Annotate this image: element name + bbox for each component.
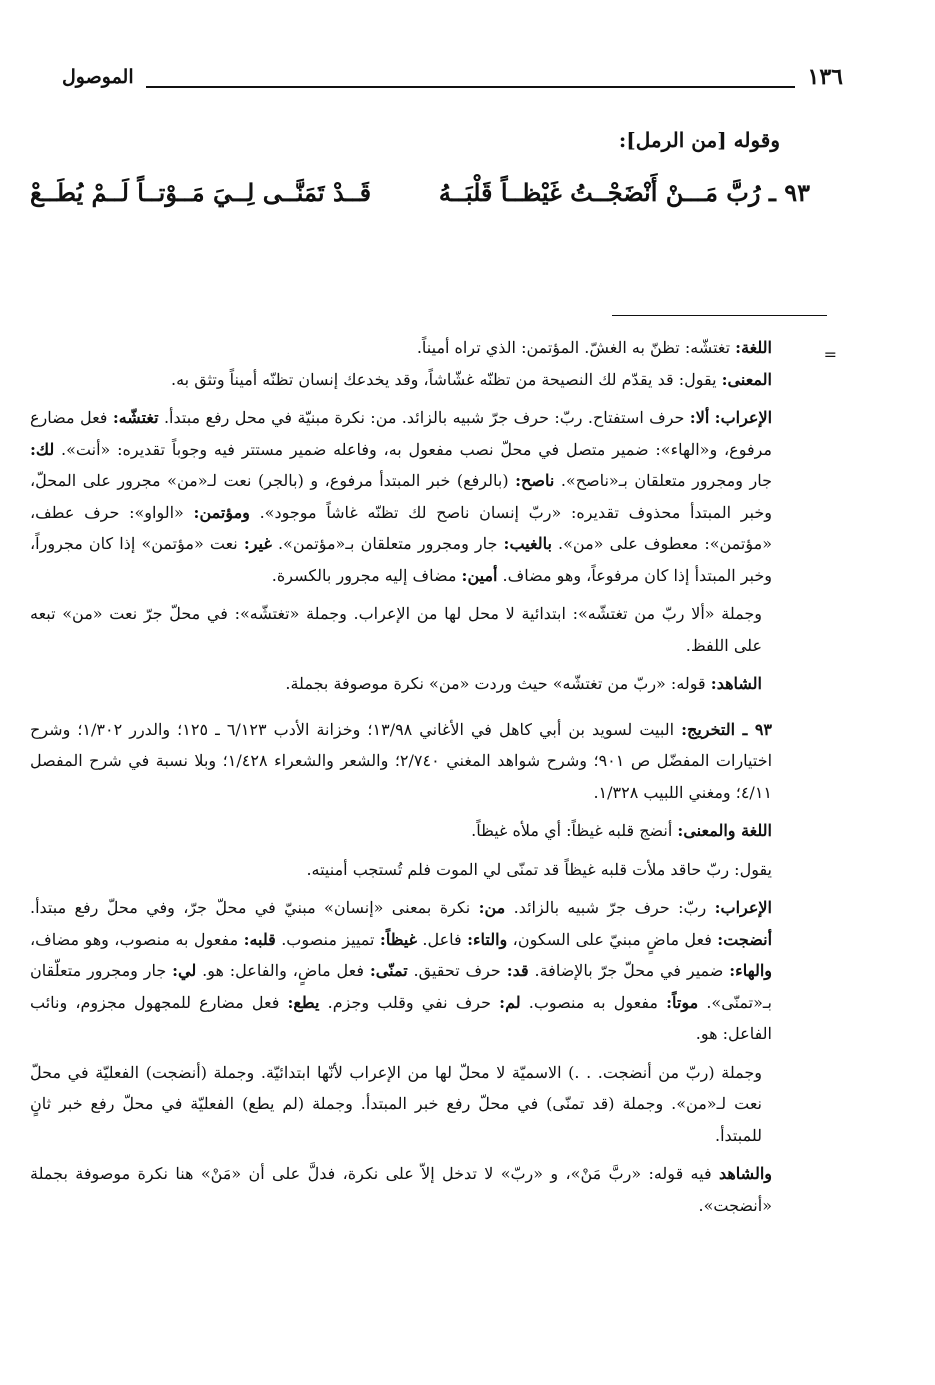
running-title: الموصول — [62, 66, 134, 88]
shahid2-paragraph — [30, 1158, 810, 1221]
irab-segment: فعل مضارع للمجهول مجزوم، ونائب الفاعل: هو. — [30, 992, 772, 1043]
irab-segment: حرف تحقيق. — [407, 961, 507, 980]
lugha2-label: اللغة والمعنى: — [677, 821, 772, 840]
irab-segment: تمنّى: — [369, 961, 408, 980]
irab2-paragraph — [30, 892, 810, 1050]
yaqul-paragraph — [30, 854, 810, 886]
irab-paragraph — [30, 402, 810, 591]
irab-body — [30, 408, 772, 585]
maana-label: المعنى: — [721, 369, 772, 389]
irab-segment: موتاً: — [666, 992, 699, 1012]
irab-segment: غيظاً: — [379, 929, 418, 949]
irab-segment: فاعل. — [417, 929, 468, 949]
irab-segment: تمييز منصوب. — [275, 929, 380, 949]
irab-segment: لك: — [30, 439, 55, 459]
irab-segment: فعل ماضٍ مبنيّ على السكون، — [507, 929, 718, 949]
takhrij-paragraph — [30, 714, 810, 809]
irab2-label: الإعراب: — [714, 898, 772, 917]
irab-segment: والتاء: — [467, 929, 508, 949]
irab-segment: فعل ماضٍ، والفاعل: هو. — [196, 961, 370, 980]
jumla2-text: وجملة (ربّ من أنضجت. . .) الاسميّة لا محلّ لها من الإعراب لأنّها ابتدائيّة. وجملة (أنضجت) الفعليّة في محلّ نعت لـ«من». وجملة (قد تمنّى) في محلّ رفع خبر المبتدأ. وجملة (لم يطع) الفعليّة في محلّ رفع خبر ثانٍ للمبتدأ. — [30, 1062, 762, 1145]
continuation-mark: = — [823, 345, 837, 364]
irab-segment: ومؤتمن: — [193, 502, 250, 522]
irab-segment: يطع: — [287, 992, 320, 1012]
lugha-paragraph — [30, 332, 810, 364]
irab-segment: لي: — [172, 961, 197, 980]
running-header — [62, 60, 843, 100]
irab-segment: غير: — [243, 534, 272, 553]
lugha-text: تغتشّه: تظنّ به الغشّ. المؤتمن: الذي تراه أميناً. — [416, 338, 731, 357]
irab-segment: ربّ: حرف جرّ شبيه بالزائد. — [505, 898, 715, 917]
verse-second-hemistich: قَــدْ تَمَنَّــى لِــيَ مَــوْتــاً لَــمْ يُطَــعْ — [30, 178, 372, 207]
page-number: ١٣٦ — [807, 64, 843, 90]
irab-segment: أنضجت: — [717, 929, 773, 949]
irab-segment: حرف نفي وقلب وجزم. — [319, 992, 500, 1012]
irab-segment: جار ومجرور متعلّقان بـ«تمنّى». — [30, 961, 773, 1012]
irab-segment: مفعول به منصوب. — [520, 992, 667, 1012]
irab-segment: جار ومجرور متعلقان بـ«ناصح». — [554, 471, 773, 490]
irab-segment: جار ومجرور متعلقان بـ«مؤتمن». — [271, 534, 504, 553]
irab-segment: قلبه: — [243, 929, 276, 949]
jumla-text: وجملة «ألا ربّ من تغتشّه»: ابتدائية لا محل لها من الإعراب. وجملة «تغتشّه»: في محلّ جرّ نعت «من» تبعه على اللفظ. — [30, 604, 762, 655]
lugha2-text: أنضج قلبه غيظاً: أي ملأه غيظاً. — [471, 821, 673, 840]
verse-intro: وقوله [من الرمل]: — [618, 128, 780, 152]
irab-segment: بالغيب: — [503, 534, 552, 553]
footnotes — [30, 332, 810, 1221]
shahid-text: قوله: «ربّ من تغتشّه» حيث وردت «من» نكرة موصوفة بجملة. — [285, 674, 706, 693]
irab-segment: «الواو»: حرف عطف، «مؤتمن»: معطوف على «من». — [30, 502, 772, 553]
irab-segment: فعل مضارع مرفوع، و«الهاء»: ضمير متصل في محلّ نصب مفعول به، وفاعله ضمير مستتر فيه وجوباً تقديره: «أنت». — [30, 408, 772, 459]
maana-paragraph — [30, 364, 810, 396]
jumla-paragraph — [30, 598, 810, 661]
irab-segment: نعت «مؤتمن» إذا كان مجروراً، وخبر المبتدأ إذا كان مرفوعاً، وهو مضاف. — [30, 534, 772, 585]
lugha2-paragraph — [30, 815, 810, 847]
shahid2-label: والشاهد — [718, 1164, 772, 1183]
jumla2-paragraph — [30, 1057, 810, 1152]
header-rule — [146, 86, 795, 88]
irab-segment: ألا: — [689, 408, 710, 427]
irab-segment: لم: — [499, 992, 521, 1012]
shahid-paragraph — [30, 668, 810, 700]
shahid-label: الشاهد: — [710, 674, 762, 693]
irab-segment: قد: — [506, 961, 529, 980]
irab-segment: أمين: — [461, 565, 498, 585]
shahid2-text: فيه قوله: «ربَّ مَنْ»، و «ربّ» لا تدخل إلاّ على نكرة، فدلَّ على أن «مَنْ» هنا نكرة موصوفة بجملة «أنضجت». — [30, 1164, 772, 1215]
irab-segment: (بالرفع) خبر المبتدأ مرفوع، و (بالجر) نعت لـ«من» مجرور على المحلّ، وخبر المبتدأ محذوف تقديره: «ربّ إنسان ناصح لك تظنّه غاشاً موجود». — [30, 471, 773, 522]
yaqul-text: يقول: ربّ حاقد ملأت قلبه غيظاً قد تمنّى لي الموت فلم تُستجب أمنيته. — [306, 859, 772, 879]
verse-first-hemistich: ٩٣ ـ رُبَّ مَـــنْ أَنْضَجْــتُ غَيْظــاً قَلْبَــهُ — [438, 178, 810, 207]
takhrij-label: ٩٣ ـ التخريج: — [681, 719, 773, 739]
maana-text: يقول: قد يقدّم لك النصيحة من تظنّه غشّاشاً، وقد يخدعك إنسان تظنّه أميناً وتثق به. — [171, 369, 717, 389]
footnote-separator — [612, 315, 827, 316]
irab-segment: مفعول به منصوب، وهو مضاف، — [30, 929, 244, 949]
irab-label: الإعراب: — [714, 408, 773, 427]
irab-segment: والهاء: — [729, 961, 772, 980]
irab-segment: مضاف إليه مجرور بالكسرة. — [271, 565, 462, 585]
irab-segment: حرف استفتاح. ربّ: حرف جرّ شبيه بالزائد. من: نكرة مبنيّة في محل رفع مبتدأ. — [158, 408, 690, 427]
poem-verse — [30, 178, 810, 228]
irab-segment: من: — [478, 898, 506, 917]
irab-segment: تغتشّه: — [112, 408, 159, 427]
lugha-label: اللغة: — [735, 338, 772, 357]
irab2-body — [30, 898, 772, 1043]
irab-segment: ضمير في محلّ جرّ بالإضافة. — [528, 961, 730, 980]
irab-segment: نكرة بمعنى «إنسان» مبنيّ في محلّ جرّ، وفي محلّ رفع مبتدأ. — [30, 898, 479, 917]
takhrij-text: البيت لسويد بن أبي كاهل في الأغاني ١٣/٩٨؛ وخزانة الأدب ٦/١٢٣ ـ ١٢٥؛ والدرر ١/٣٠٢؛ وشرح اختيارات المفضّل ص ٩٠١؛ وشرح شواهد المغني ٢/٧٤٠؛ والشعر والشعراء ١/٤٢٨؛ وبلا نسبة في شرح المفصل ٤/١١؛ ومغني اللبيب ١/٣٢٨. — [30, 719, 773, 802]
irab-segment: ناصح: — [515, 471, 555, 490]
